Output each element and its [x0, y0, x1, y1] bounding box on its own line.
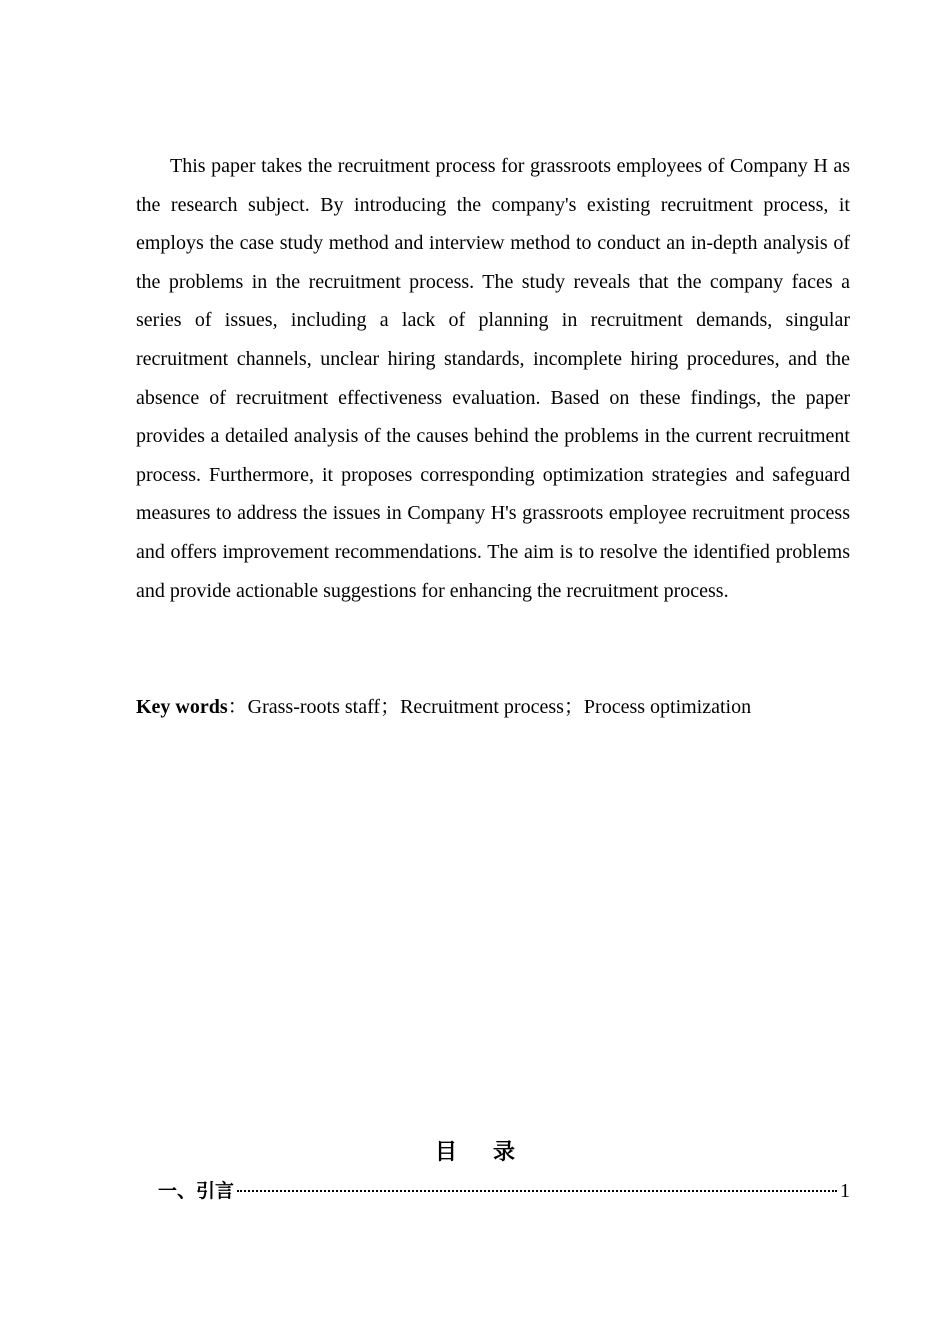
toc-dot-leader — [237, 1190, 837, 1192]
toc-entry[interactable] — [158, 1174, 850, 1208]
toc-title: 目录 — [434, 1140, 551, 1165]
keyword-item: Recruitment process — [400, 696, 564, 718]
abstract-paragraph: This paper takes the recruitment process for grassroots employees of Company H as the research subject. By introducing the company's existing recruitment process, it employs the case study method and interview method to conduct an in-depth analysis of the problems in the recruitment process. The study reveals that the company faces a series of issues, including a lack of planning in recruitment demands, singular recruitment channels, unclear hiring standards, incomplete hiring procedures, and the absence of recruitment effectiveness evaluation. Based on these findings, the paper provides a detailed analysis of the causes behind the problems in the current recruitment process. Furthermore, it proposes corresponding optimization strategies and safeguard measures to address the issues in Company H's grassroots employee recruitment process and offers improvement recommendations. The aim is to resolve the identified problems and provide actionable suggestions for enhancing the recruitment process. — [136, 155, 850, 602]
keywords-line — [136, 688, 850, 726]
keyword-item: Grass-roots staff — [247, 696, 381, 718]
keyword-separator: ； — [380, 696, 401, 718]
toc-entry-label: 一、引言 — [158, 1180, 235, 1202]
toc-entry-page-number: 1 — [840, 1180, 850, 1202]
keywords-label-separator: ： — [227, 696, 248, 718]
keyword-separator: ； — [563, 696, 584, 718]
keyword-item: Process optimization — [583, 696, 752, 718]
keywords-label: Key words — [136, 696, 228, 718]
